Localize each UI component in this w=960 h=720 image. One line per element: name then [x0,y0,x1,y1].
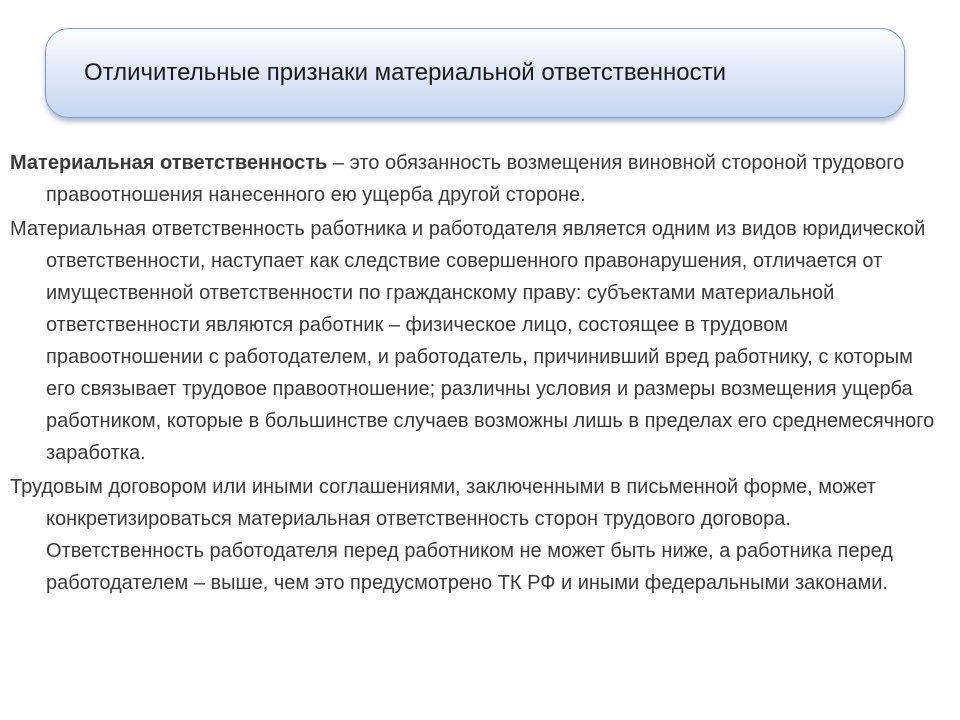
paragraph-comparison [10,213,945,469]
title-banner [45,28,905,118]
slide-title: Отличительные признаки материальной ответственности [84,59,726,86]
paragraph-text: Трудовым договором или иными соглашениями, заключенными в письменной форме, может конкретизироваться материальная ответственность сторон трудового договора. Ответственность работодателя перед работником не может быть ниже, а работника перед работодателем – выше, чем это предусмотрено ТК РФ и иными федеральными законами. [10,476,893,594]
paragraph-contract [10,471,945,599]
paragraph-text: – это обязанность возмещения виновной стороной трудового правоотношения нанесенного ею ущерба другой стороне. [46,152,905,206]
paragraph-term: Материальная ответственность [10,152,328,174]
slide-body [10,147,945,601]
paragraph-definition [10,147,945,211]
paragraph-text: Материальная ответственность работника и работодателя является одним из видов юридической ответственности, наступает как следствие совершенного правонарушения, отличается от имущественной ответственности по гражданскому праву: субъектами материальной ответственности являются работник – физическое лицо, состоящее в трудовом правоотношении с работодателем, и работодатель, причинивший вред работнику, с которым его связывает трудовое правоотношение; различны условия и размеры возмещения ущерба работником, которые в большинстве случаев возможны лишь в пределах его среднемесячного заработка. [10,218,935,464]
